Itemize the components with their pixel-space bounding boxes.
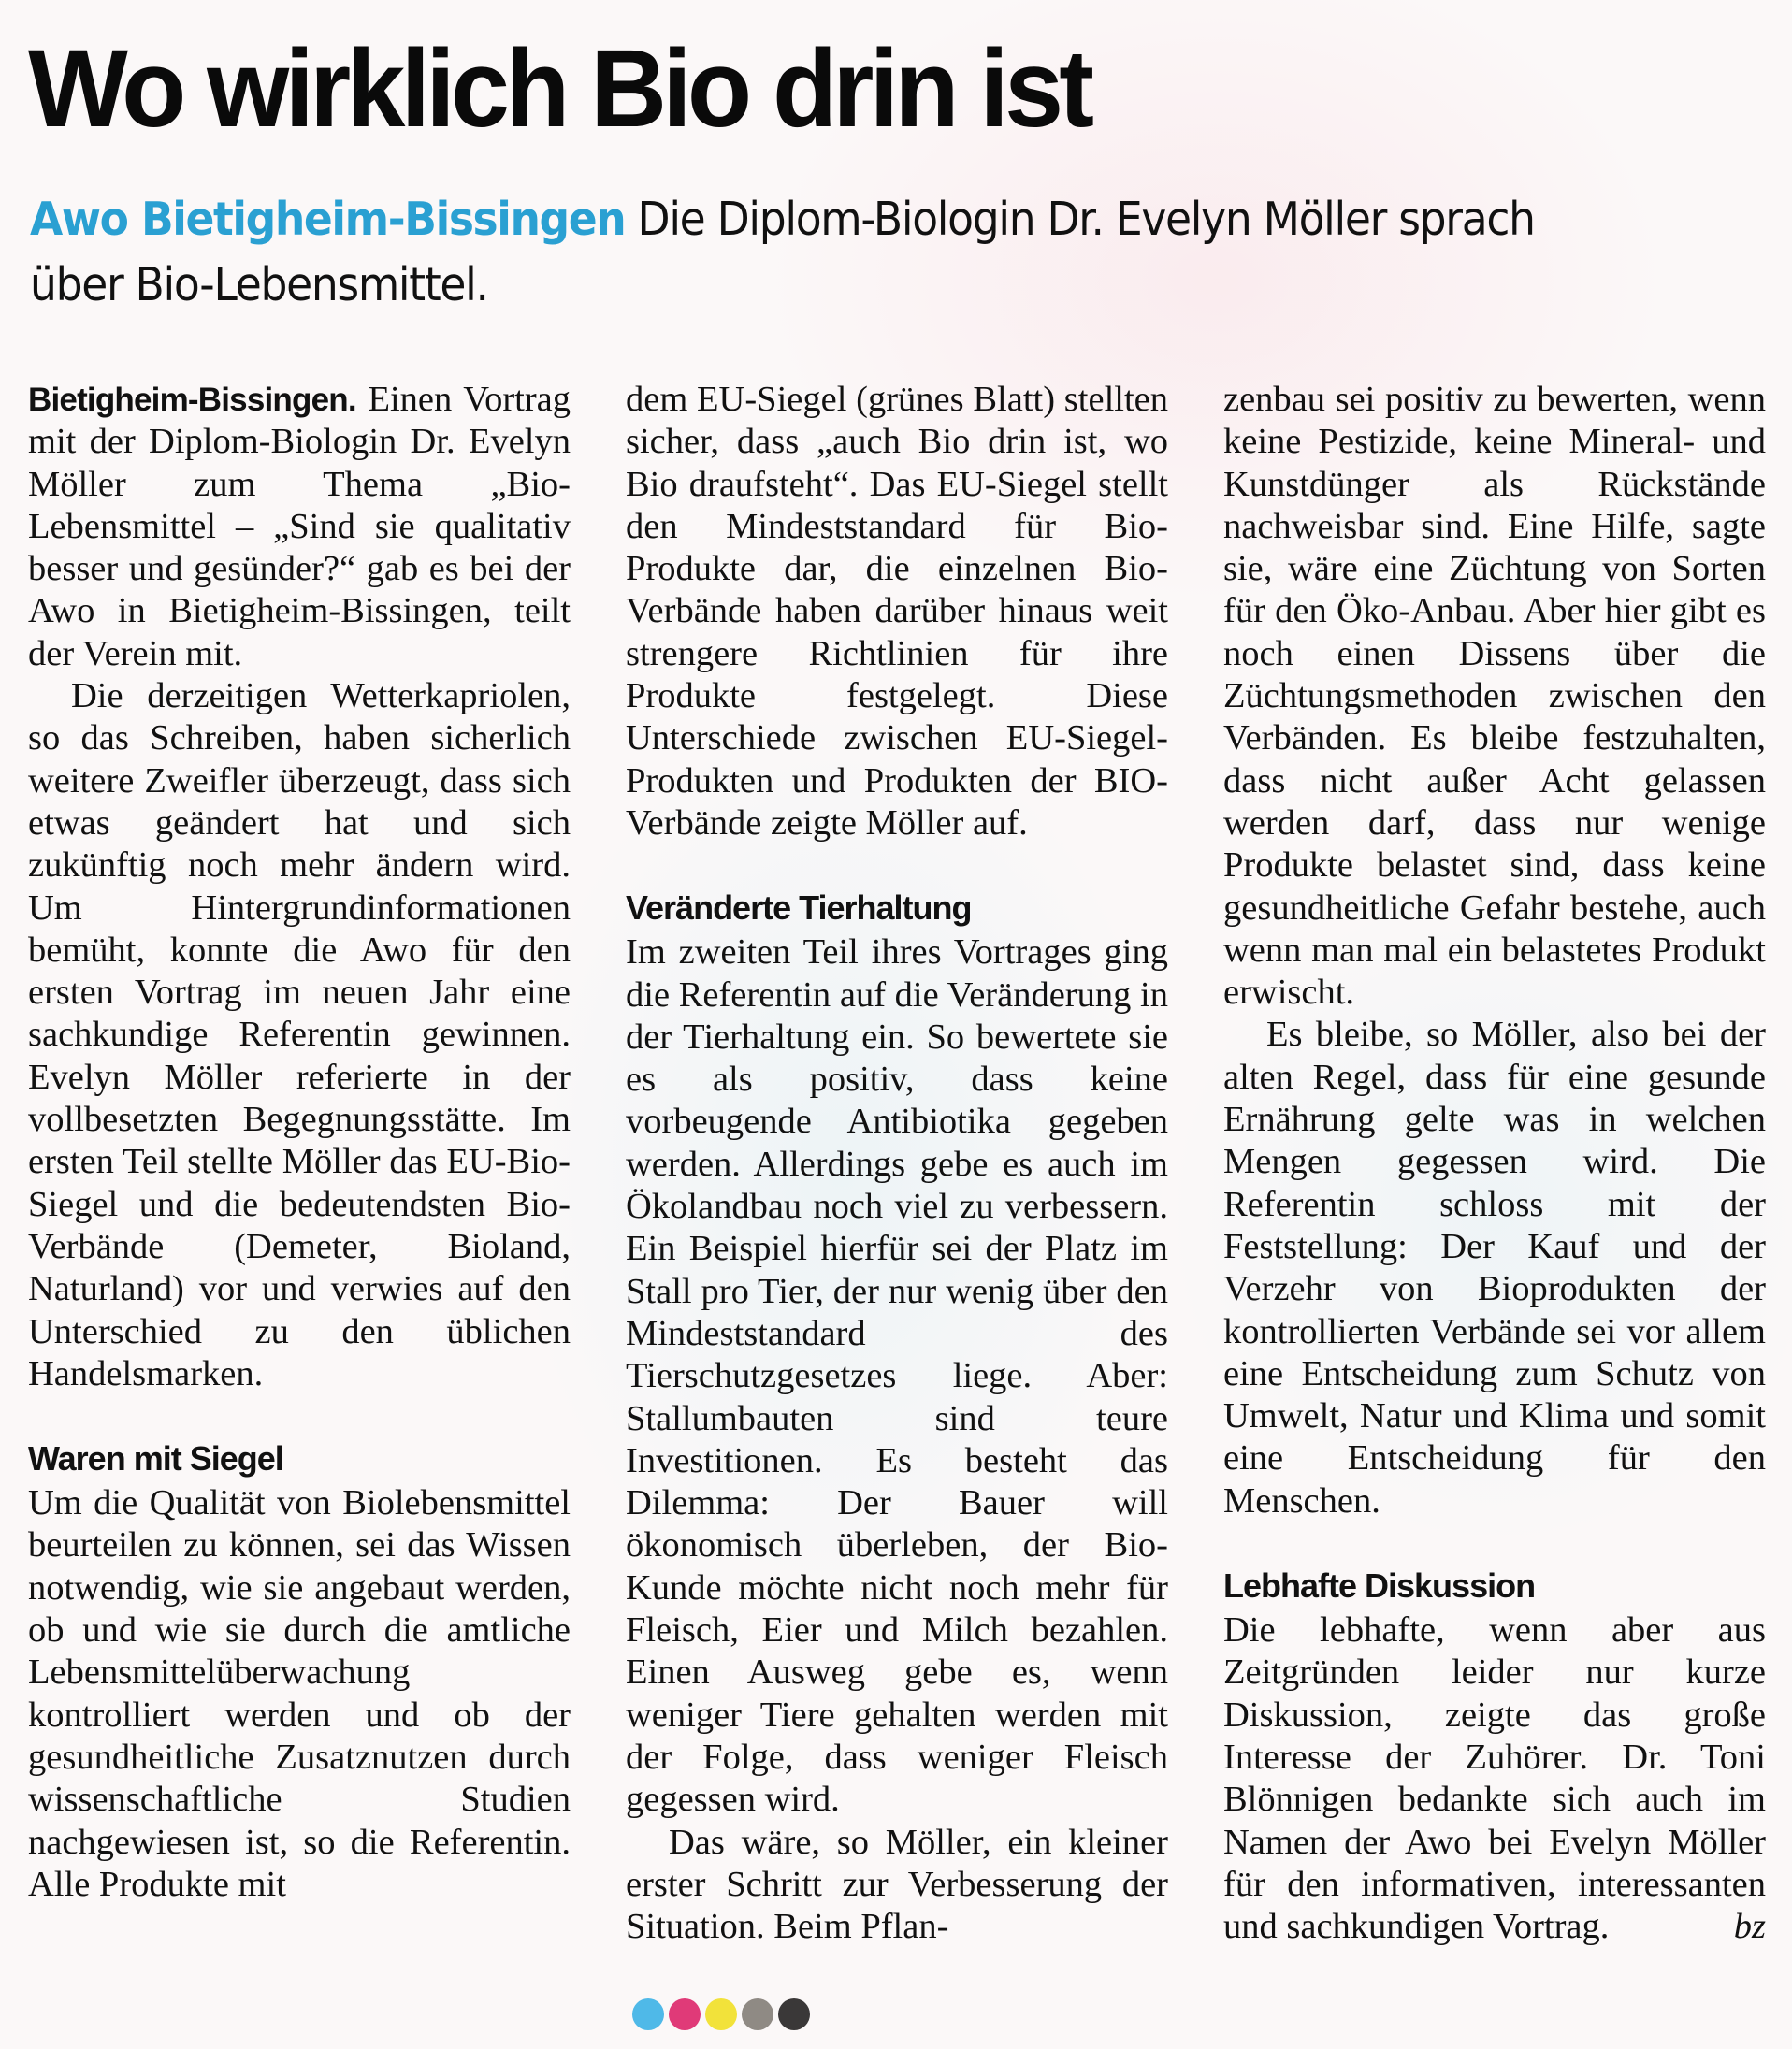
registration-dot-cyan-icon [632,1998,664,2030]
paragraph [28,379,571,675]
author-initials: bz [1733,1907,1766,1947]
subheading: Lebhafte Diskussion [1223,1566,1536,1606]
paragraph [1223,1609,1766,1948]
paragraph-text: Die lebhafte, wenn aber aus Zeitgründen leider nur kurze Diskussion, zeigte das große Interesse der Zuhörer. Dr. Toni Blönnigen bedankte sich auch im Namen der Awo bei Evelyn Möller für den informativen, interessanten und sachkundigen Vortrag. [1223,1610,1766,1947]
paragraph: Im zweiten Teil ihres Vortrages ging die Referentin auf die Veränderung in der Tierhaltung ein. So bewertete sie es als positiv, dass keine vorbeugende Antibiotika gegeben werden. Allerdings gebe es auch im Ökolandbau noch viel zu verbessern. Ein Beispiel hierfür sei der Platz im Stall pro Tier, der nur wenig über den Mindeststandard des Tierschutzgesetzes liege. Aber: Stallumbauten sind teure Investitionen. Es besteht das Dilemma: Der Bauer will ökonomisch überleben, der Bio-Kunde möchte nicht noch mehr für Fleisch, Eier und Milch bezahlen. Einen Ausweg gebe es, wenn weniger Tiere gehalten werden mit der Folge, dass weniger Fleisch gegessen wird. [626,932,1168,1820]
registration-dot-magenta-icon [669,1998,701,2030]
deck [30,187,1596,318]
print-registration-marks [632,1998,810,2030]
column-1 [28,379,571,1948]
registration-dot-gray-icon [742,1998,773,2030]
article-columns [28,379,1766,1948]
paragraph: zenbau sei positiv zu bewerten, wenn keine Pestizide, keine Mineral- und Kunstdünger als Rückstände nachweisbar sind. Eine Hilfe, sagte sie, wäre eine Züchtung von Sorten für den Öko-Anbau. Aber hier gibt es noch einen Dissens über die Züchtungsmethoden zwischen den Verbänden. Es bleibe festzuhalten, dass nicht außer Acht gelassen werden darf, dass nur wenige Produkte belastet sind, dass keine gesundheitliche Gefahr bestehe, auch wenn man mal ein belastetes Produkt erwischt. [1223,380,1766,1013]
paragraph: Das wäre, so Möller, ein kleiner erster Schritt zur Verbesserung der Situation. Beim Pflan- [626,1822,1168,1947]
deck-kicker: Awo Bietigheim-Bissingen [30,193,626,246]
registration-dot-black-icon [778,1998,810,2030]
headline: Wo wirklich Bio drin ist [28,27,1091,151]
column-3 [1223,379,1766,1948]
registration-dot-yellow-icon [705,1998,737,2030]
paragraph: dem EU-Siegel (grünes Blatt) stellten sicher, dass „auch Bio drin ist, wo Bio draufsteht“. Das EU-Siegel stellt den Mindeststandard für Bio-Produkte dar, die einzelnen Bio-Verbände haben darüber hinaus weit strengere Richtlinien für ihre Produkte festgelegt. Diese Unterschiede zwischen EU-Siegel-Produkten und Produkten der BIO-Verbände zeigte Möller auf. [626,380,1168,843]
deck-text: Die Diplom-Biologin Dr. Evelyn Möller sprach über Bio-Lebensmittel. [30,193,1535,311]
subheading: Veränderte Tierhaltung [626,888,972,928]
paragraph: Um die Qualität von Biolebensmittel beurteilen zu können, sei das Wissen notwendig, wie sie angebaut werden, ob und wie sie durch die amtliche Lebensmittelüberwachung kontrolliert werden und ob der gesundheitliche Zusatznutzen durch wissenschaftliche Studien nachgewiesen ist, so die Referentin. Alle Produkte mit [28,1483,571,1904]
paragraph: Es bleibe, so Möller, also bei der alten Regel, dass für eine gesunde Ernährung gelte was in welchen Mengen gegessen wird. Die Referentin schloss mit der Feststellung: Der Kauf und der Verzehr von Bioprodukten der kontrollierten Verbände sei vor allem eine Entscheidung zum Schutz von Umwelt, Natur und Klima und somit eine Entscheidung für den Menschen. [1223,1015,1766,1521]
subheading: Waren mit Siegel [28,1439,283,1479]
column-2 [626,379,1168,1948]
paragraph-text: Einen Vortrag mit der Diplom-Biologin Dr. Evelyn Möller zum Thema „Bio-Lebensmittel – „Sind sie qualitativ besser und gesünder?“ gab es bei der Awo in Bietigheim-Bissingen, teilt der Verein mit. [28,380,571,673]
dateline: Bietigheim-Bissingen. [28,382,356,418]
paragraph: Die derzeitigen Wetterkapriolen, so das Schreiben, haben sicherlich weitere Zweifler überzeugt, dass sich etwas geändert hat und sich zukünftig noch mehr ändern wird. Um Hintergrundinformationen bemüht, konnte die Awo für den ersten Vortrag im neuen Jahr eine sachkundige Referentin gewinnen. Evelyn Möller referierte in der vollbesetzten Begegnungsstätte. Im ersten Teil stellte Möller das EU-Bio-Siegel und die bedeutendsten Bio-Verbände (Demeter, Bioland, Naturland) vor und verwies auf den Unterschied zu den üblichen Handelsmarken. [28,676,571,1393]
